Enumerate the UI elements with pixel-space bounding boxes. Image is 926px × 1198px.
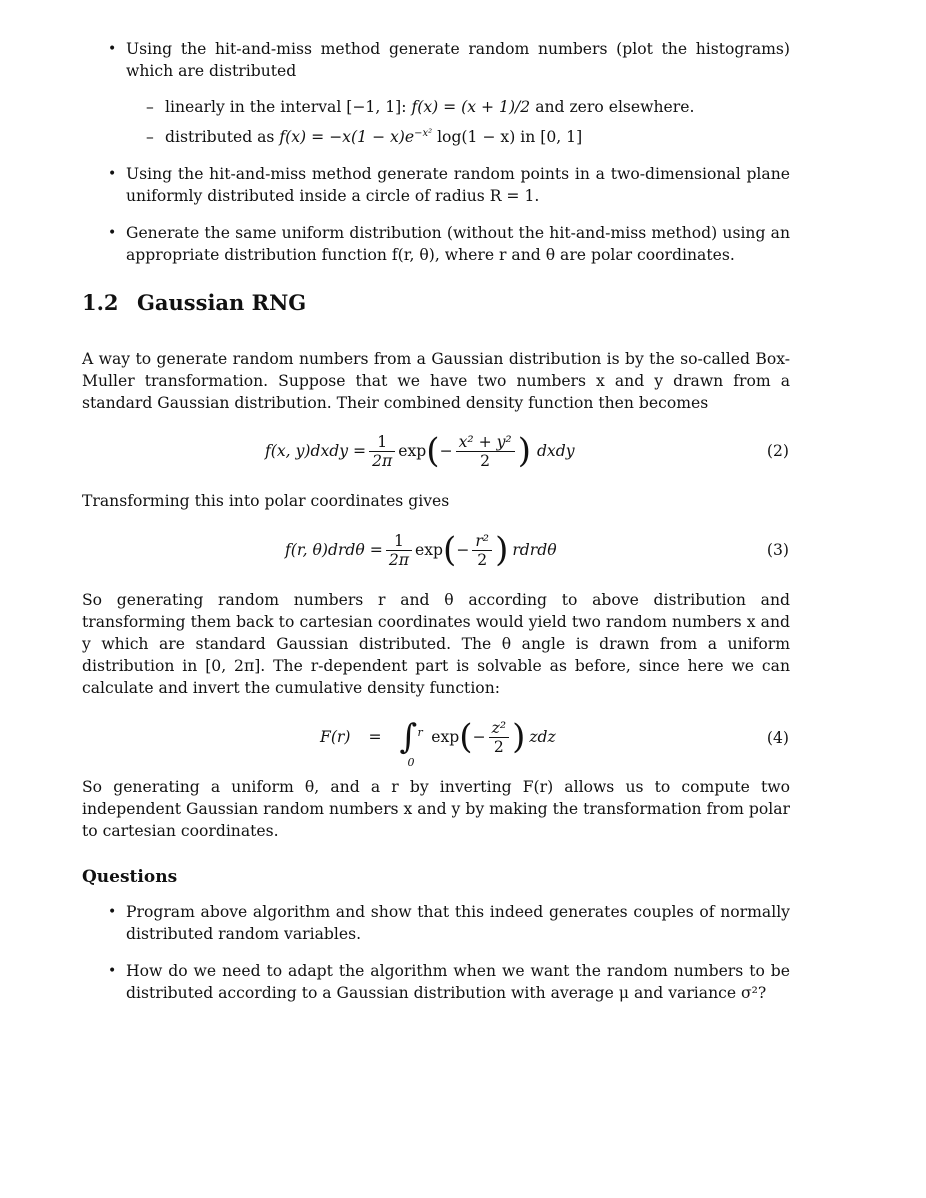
sub-item-linear-formula: f(x) = (x + 1)/2: [411, 98, 531, 116]
equation-3: f(r, θ)drdθ = $\frac{1}{2\pi}$ exp ( − $\frac{\text{r²}}{2}$ ) rdrdθ: [285, 530, 557, 570]
eq4-int-upper: r: [417, 726, 423, 739]
paragraph-inverting: So generating a uniform θ, and a r by inverting F(r) allows us to compute two independent Gaussian random numbers x and y by making the transformation from polar to cartesian coordinates.: [82, 778, 790, 840]
sub-item-dist-prefix: distributed as: [165, 128, 280, 146]
eq2-lhs: f(x, y)dxdy =: [265, 442, 367, 460]
list-item-circle: Using the hit-and-miss method generate random points in a two-dimensional plane uniformly distributed inside a circle of radius R = 1.: [126, 165, 790, 205]
question-2: How do we need to adapt the algorithm when we want the random numbers to be distributed according to a Gaussian distribution with average μ and variance σ²?: [126, 962, 790, 1002]
eq3-inner-den: 2: [477, 550, 488, 569]
eq3-frac-den: 2π: [388, 550, 409, 569]
eq3-label: (3): [766, 541, 789, 559]
equation-2: f(x, y)dxdy = $\frac{1}{2\pi}$ exp ( − $\frac{\text{x² + y²}}{2}$ ) dxdy: [265, 431, 575, 471]
eq3-rhs: rdrdθ: [512, 541, 557, 559]
eq2-exp: exp: [398, 442, 427, 460]
bullet-2: •: [108, 166, 117, 182]
bullet-q2: •: [108, 963, 117, 979]
eq3-lparen: (: [443, 530, 457, 570]
sub-item-dist-exponent: −x²: [414, 127, 433, 139]
eq4-lhs: F(r): [320, 728, 351, 746]
eq4-label: (4): [766, 729, 789, 747]
eq4-equals: =: [368, 728, 382, 746]
section-title: Gaussian RNG: [137, 290, 307, 315]
eq2-inner-num: x² + y²: [456, 433, 515, 452]
sub-item-linear: [165, 96, 785, 118]
paragraph-generating: So generating random numbers r and θ according to above distribution and transforming them back to cartesian coordinates would yield two random numbers x and y which are standard Gaussian distributed. The θ angle is drawn from a uniform distribution in [0, 2π]. The r-dependent part is solvable as before, since here we can calculate and invert the cumulative density function:: [82, 591, 790, 697]
sub-item-distribution: [165, 126, 785, 148]
eq2-frac-num: 1: [369, 433, 395, 452]
eq2-fraction: [369, 433, 395, 470]
eq4-lparen: (: [459, 717, 473, 757]
eq3-inner-fraction: [472, 532, 492, 569]
equation-4: F(r) = ∫ r 0 exp ( − $\frac{\text{z²}}{2}$ ) zdz: [320, 712, 556, 762]
section-number: 1.2: [82, 290, 119, 315]
eq2-label: (2): [766, 442, 789, 460]
eq2-frac-den: 2π: [372, 451, 393, 470]
integral-symbol: ∫ r 0: [400, 720, 418, 754]
bullet-3: •: [108, 225, 117, 241]
eq2-rparen: ): [517, 431, 531, 471]
sub-item-dist-formula: f(x) = −x(1 − x)e: [279, 128, 415, 146]
questions-heading: Questions: [82, 867, 178, 887]
eq2-inner-den: 2: [480, 451, 491, 470]
eq3-inner-num: r²: [472, 532, 492, 551]
eq4-int-lower: 0: [407, 756, 415, 769]
paragraph-polar: Transforming this into polar coordinates gives: [82, 492, 450, 510]
bullet-q1: •: [108, 904, 117, 920]
sub-item-dist-suffix: in [0, 1]: [515, 128, 583, 146]
eq3-frac-num: 1: [386, 532, 412, 551]
sub-item-linear-suffix: and zero elsewhere.: [530, 98, 695, 116]
list-item-polar: Generate the same uniform distribution (without the hit-and-miss method) using an appropriate distribution function f(r, θ), where r and θ are polar coordinates.: [126, 224, 790, 264]
eq4-rhs: zdz: [529, 728, 556, 746]
eq3-exp: exp: [414, 541, 443, 559]
eq4-exp: exp: [431, 728, 460, 746]
section-heading: [82, 292, 306, 314]
eq2-inner-fraction: [456, 433, 515, 470]
eq4-rparen: ): [512, 717, 526, 757]
eq4-inner-fraction: [489, 719, 509, 756]
list-item-histograms: Using the hit-and-miss method generate random numbers (plot the histograms) which are distributed: [126, 40, 790, 80]
eq4-inner-num: z²: [489, 719, 509, 738]
eq3-rparen: ): [495, 530, 509, 570]
eq4-inner-den: 2: [493, 737, 504, 756]
sub-item-linear-prefix: linearly in the interval [−1, 1]:: [165, 98, 412, 116]
eq3-fraction: [386, 532, 412, 569]
eq3-lhs: f(r, θ)drdθ =: [285, 541, 383, 559]
eq2-lparen: (: [426, 431, 440, 471]
bullet-1: •: [108, 41, 117, 57]
question-1: Program above algorithm and show that this indeed generates couples of normally distributed random variables.: [126, 903, 790, 943]
dash-2: –: [146, 128, 154, 146]
dash-1: –: [146, 98, 154, 116]
paragraph-box-muller: A way to generate random numbers from a Gaussian distribution is by the so-called Box-Muller transformation. Suppose that we have two numbers x and y drawn from a standard Gaussian distribution. Their combined density function then becomes: [82, 350, 790, 412]
eq2-rhs: dxdy: [536, 442, 575, 460]
sub-item-dist-formula-end: log(1 − x): [432, 128, 516, 146]
